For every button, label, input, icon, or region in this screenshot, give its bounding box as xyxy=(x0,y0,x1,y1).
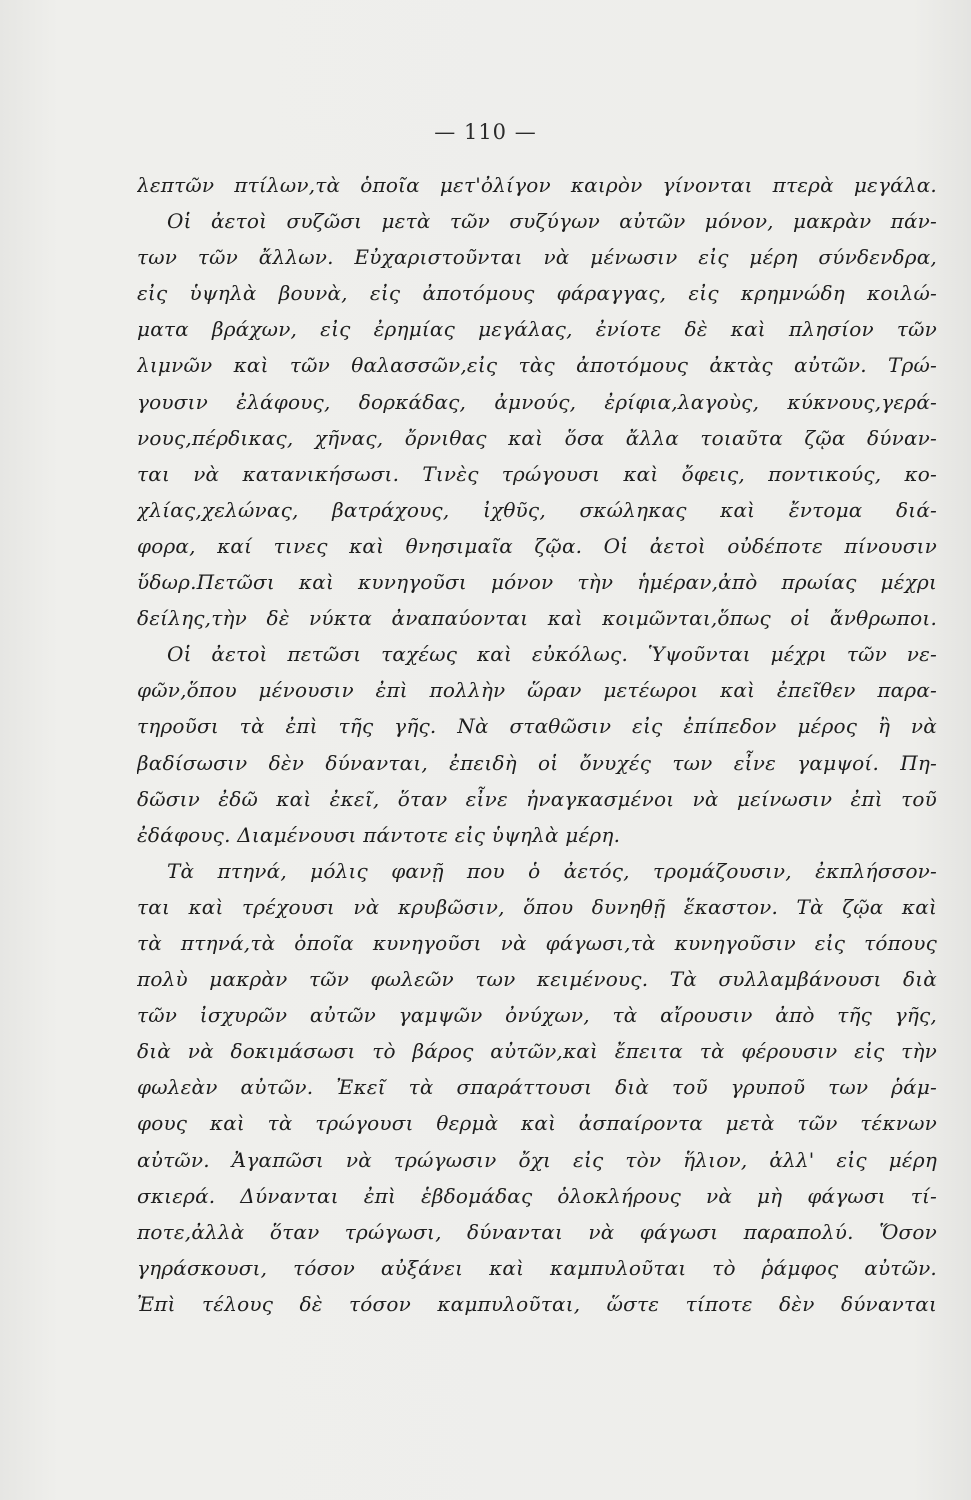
text-line: φορα, καί τινες καὶ θνησιμαῖα ζῷα. Οἱ ἀετοὶ οὐδέποτε πίνουσιν xyxy=(137,533,937,558)
text-line: δῶσιν ἐδῶ καὶ ἐκεῖ, ὅταν εἶνε ἠναγκασμένοι νὰ μείνωσιν ἐπὶ τοῦ xyxy=(137,786,937,811)
text-line: βαδίσωσιν δὲν δύνανται, ἐπειδὴ οἱ ὄνυχές των εἶνε γαμψοί. Πη- xyxy=(137,750,937,775)
text-line: πολὺ μακρὰν τῶν φωλεῶν των κειμένους. Τὰ συλλαμβάνουσι διὰ xyxy=(137,967,937,992)
text-line: φους καὶ τὰ τρώγουσι θερμὰ καὶ ἀσπαίροντα μετὰ τῶν τέκνων xyxy=(137,1111,937,1136)
text-line: γουσιν ἐλάφους, δορκάδας, ἀμνούς, ἐρίφια,λαγοὺς, κύκνους,γερά- xyxy=(137,389,937,414)
text-line: εἰς ὑψηλὰ βουνὰ, εἰς ἀποτόμους φάραγγας, εἰς κρημνώδη κοιλώ- xyxy=(137,281,937,306)
text-line: δείλης,τὴν δὲ νύκτα ἀναπαύονται καὶ κοιμῶνται,ὅπως οἱ ἄνθρωποι. xyxy=(137,606,937,631)
text-line: τῶν ἰσχυρῶν αὐτῶν γαμψῶν ὀνύχων, τὰ αἴρουσιν ἀπὸ τῆς γῆς, xyxy=(137,1003,937,1028)
text-line: φωλεὰν αὐτῶν. Ἐκεῖ τὰ σπαράττουσι διὰ τοῦ γρυποῦ των ῥάμ- xyxy=(137,1075,937,1100)
page-number: — 110 — xyxy=(434,120,537,144)
text-line: τὰ πτηνά,τὰ ὁποῖα κυνηγοῦσι νὰ φάγωσι,τὰ κυνηγοῦσιν εἰς τόπους xyxy=(137,930,937,955)
body-text xyxy=(137,167,937,1322)
text-line: ὕδωρ.Πετῶσι καὶ κυνηγοῦσι μόνον τὴν ἡμέραν,ἀπὸ πρωίας μέχρι xyxy=(137,570,937,595)
text-line: ποτε,ἀλλὰ ὅταν τρώγωσι, δύνανται νὰ φάγωσι παραπολύ. Ὅσον xyxy=(137,1219,937,1244)
text-line: σκιερά. Δύνανται ἐπὶ ἑβδομάδας ὁλοκλήρους νὰ μὴ φάγωσι τί- xyxy=(137,1183,937,1208)
text-line: ται νὰ κατανικήσωσι. Τινὲς τρώγουσι καὶ ὄφεις, ποντικούς, κο- xyxy=(137,461,937,486)
text-line: λεπτῶν πτίλων,τὰ ὁποῖα μετ'ὀλίγον καιρὸν γίνονται πτερὰ μεγάλα. xyxy=(137,173,937,197)
text-line: Οἱ ἀετοὶ πετῶσι ταχέως καὶ εὐκόλως. Ὑψοῦνται μέχρι τῶν νε- xyxy=(167,642,937,667)
text-line: ματα βράχων, εἰς ἐρημίας μεγάλας, ἐνίοτε δὲ καὶ πλησίον τῶν xyxy=(137,317,937,342)
text-line: τηροῦσι τὰ ἐπὶ τῆς γῆς. Νὰ σταθῶσιν εἰς ἐπίπεδον μέρος ἢ νὰ xyxy=(137,714,937,739)
text-line: ται καὶ τρέχουσι νὰ κρυβῶσιν, ὅπου δυνηθῇ ἕκαστον. Τὰ ζῷα καὶ xyxy=(137,894,937,919)
text-line: γηράσκουσι, τόσον αὐξάνει καὶ καμπυλοῦται τὸ ῥάμφος αὐτῶν. xyxy=(137,1255,937,1280)
text-line: των τῶν ἄλλων. Εὐχαριστοῦνται νὰ μένωσιν εἰς μέρη σύνδενδρα, xyxy=(137,245,937,270)
text-line: φῶν,ὅπου μένουσιν ἐπὶ πολλὴν ὥραν μετέωροι καὶ ἐπεῖθεν παρα- xyxy=(137,678,937,703)
text-line: χλίας,χελώνας, βατράχους, ἰχθῦς, σκώληκας καὶ ἔντομα διά- xyxy=(137,497,937,522)
text-line: λιμνῶν καὶ τῶν θαλασσῶν,εἰς τὰς ἀποτόμους ἀκτὰς αὐτῶν. Τρώ- xyxy=(137,353,937,378)
text-line: Ἐπὶ τέλους δὲ τόσον καμπυλοῦται, ὥστε τίποτε δὲν δύνανται xyxy=(137,1291,937,1316)
text-line: διὰ νὰ δοκιμάσωσι τὸ βάρος αὐτῶν,καὶ ἔπειτα τὰ φέρουσιν εἰς τὴν xyxy=(137,1039,937,1064)
text-line: Οἱ ἀετοὶ συζῶσι μετὰ τῶν συζύγων αὐτῶν μόνον, μακρὰν πάν- xyxy=(167,209,937,234)
text-line: ἐδάφους. Διαμένουσι πάντοτε εἰς ὑψηλὰ μέρη. xyxy=(137,822,621,847)
text-line: νους,πέρδικας, χῆνας, ὄρνιθας καὶ ὅσα ἄλλα τοιαῦτα ζῷα δύναν- xyxy=(137,425,937,450)
text-line: αὐτῶν. Ἀγαπῶσι νὰ τρώγωσιν ὄχι εἰς τὸν ἥλιον, ἀλλ' εἰς μέρη xyxy=(137,1147,937,1172)
text-line: Τὰ πτηνά, μόλις φανῇ που ὁ ἀετός, τρομάζουσιν, ἐκπλήσσον- xyxy=(167,858,937,883)
